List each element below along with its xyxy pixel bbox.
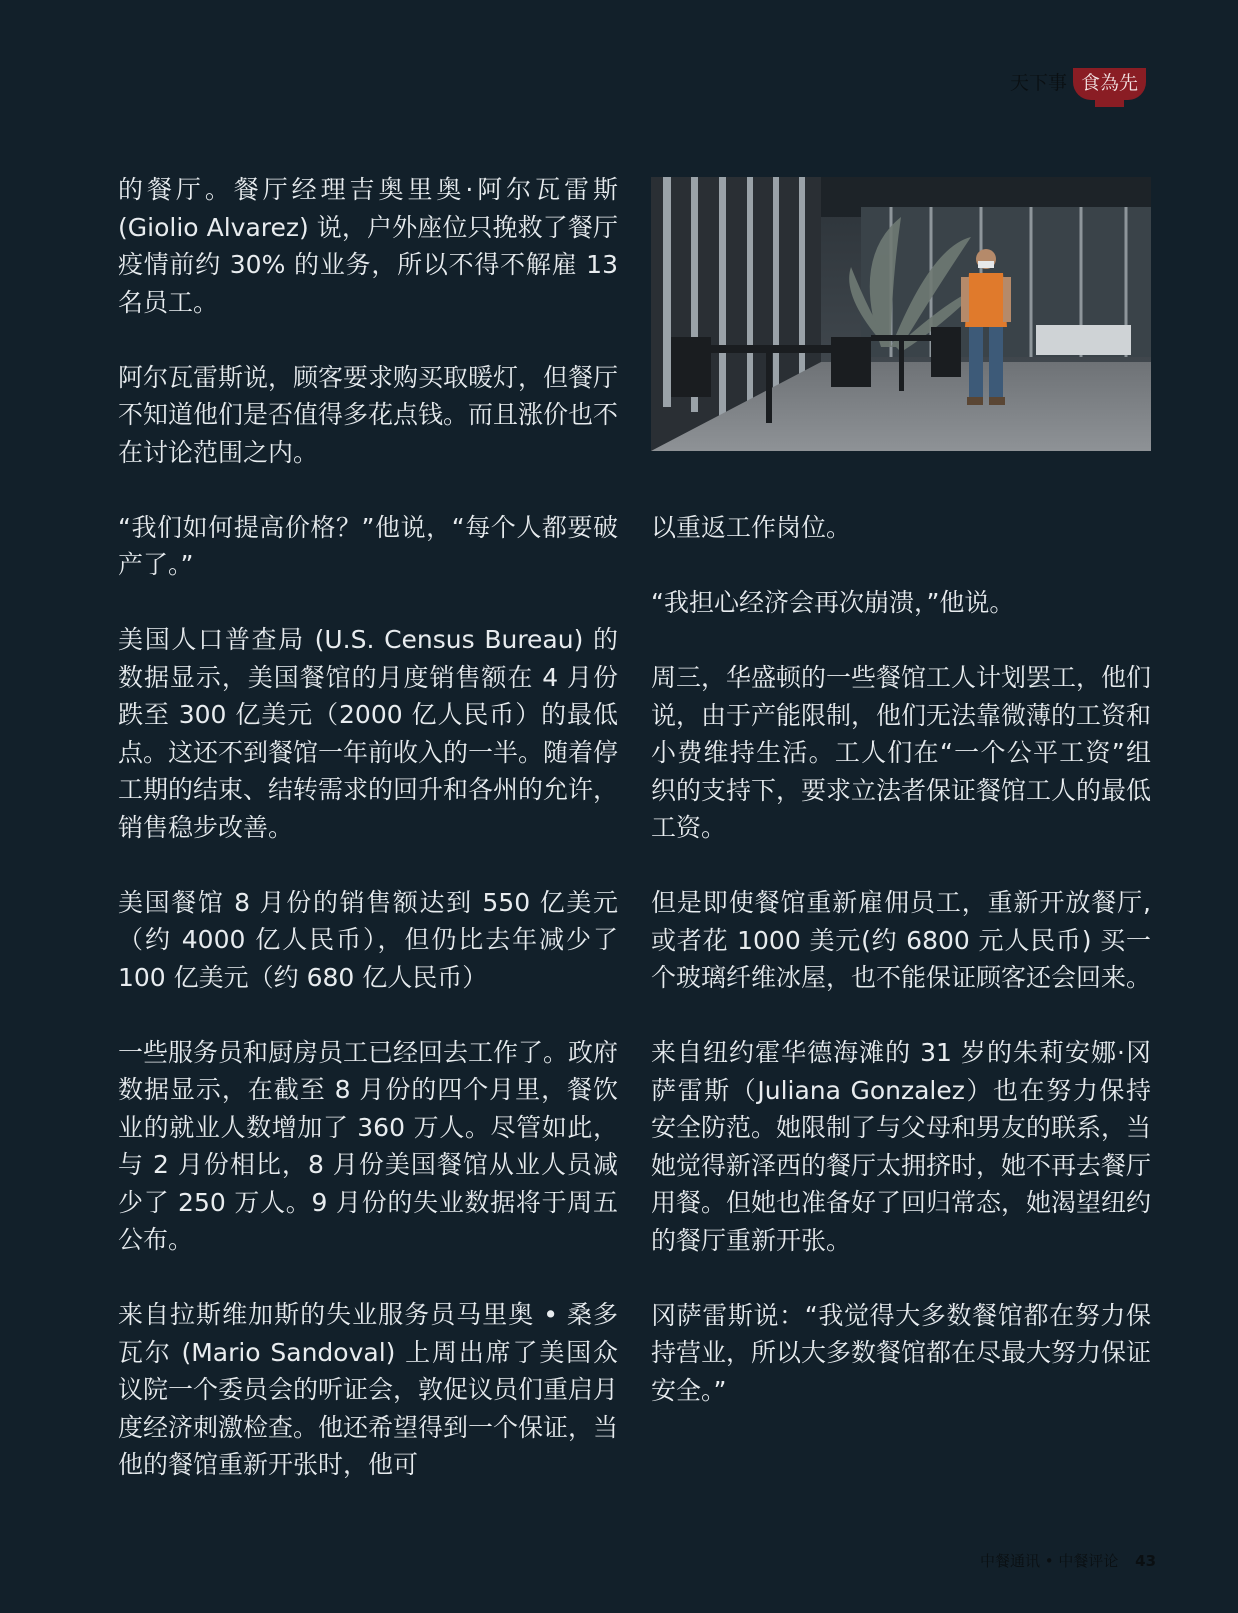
paragraph: 一些服务员和厨房员工已经回去工作了。政府数据显示，在截至 8 月份的四个月里，餐饮业的就业人数增加了 360 万人。尽管如此，与 2 月份相比，8 月份美国餐馆从业人员减少了 250 万人。9 月份的失业数据将于周五公布。 bbox=[118, 1037, 619, 1254]
left-column bbox=[118, 171, 618, 1521]
right-column bbox=[651, 509, 1151, 1447]
paragraph: 阿尔瓦雷斯说，顾客要求购买取暖灯，但餐厅不知道他们是否值得多花点钱。而且涨价也不在讨论范围之内。 bbox=[118, 362, 619, 467]
paragraph: 来自拉斯维加斯的失业服务员马里奥 • 桑多瓦尔 (Mario Sandoval) 上周出席了美国众议院一个委员会的听证会，敦促议员们重启月度经济刺激检查。他还希望得到一个保证，当他的餐馆重新开张时，他可 bbox=[118, 1300, 619, 1479]
paragraph: “我担心经济会再次崩溃，”他说。 bbox=[651, 588, 1015, 617]
paragraph: 以重返工作岗位。 bbox=[651, 513, 852, 542]
section-header bbox=[1010, 68, 1146, 100]
paragraph: 美国餐馆 8 月份的销售额达到 550 亿美元（约 4000 亿人民币），但仍比去年减少了 100 亿美元（约 680 亿人民币） bbox=[118, 887, 618, 992]
paragraph: 来自纽约霍华德海滩的 31 岁的朱莉安娜·冈萨雷斯（Juliana Gonzalez）也在努力保持安全防范。她限制了与父母和男友的联系，当她觉得新泽西的餐厅太拥挤时，她不再去餐厅用餐。但她也准备好了回归常态，她渴望纽约的餐厅重新开张。 bbox=[651, 1038, 1152, 1255]
section-tag-text: 天下事 bbox=[1010, 72, 1068, 94]
publication-name: 中餐通讯 • 中餐评论 bbox=[980, 1552, 1119, 1570]
paragraph: 的餐厅。餐厅经理吉奥里奥·阿尔瓦雷斯(Giolio Alvarez) 说，户外座位只挽救了餐厅疫情前约 30% 的业务，所以不得不解雇 13 名员工。 bbox=[118, 175, 618, 317]
paragraph: 但是即使餐馆重新雇佣员工，重新开放餐厅,或者花 1000 美元(约 6800 元人民币) 买一个玻璃纤维冰屋，也不能保证顾客还会回来。 bbox=[651, 888, 1152, 992]
page-footer bbox=[980, 1550, 1156, 1571]
paragraph: 周三，华盛顿的一些餐馆工人计划罢工，他们说，由于产能限制，他们无法靠微薄的工资和小费维持生活。工人们在“一个公平工资”组织的支持下，要求立法者保证餐馆工人的最低工资。 bbox=[651, 663, 1152, 842]
paragraph: 冈萨雷斯说：“我觉得大多数餐馆都在努力保持营业，所以大多数餐馆都在尽最大努力保证安全。” bbox=[651, 1300, 1152, 1405]
section-tag-badge: 食為先 bbox=[1073, 68, 1146, 100]
paragraph: “我们如何提高价格？”他说，“每个人都要破产了。” bbox=[118, 512, 618, 579]
restaurant-photo bbox=[651, 177, 1151, 451]
paragraph: 美国人口普查局 (U.S. Census Bureau) 的数据显示，美国餐馆的月度销售额在 4 月份跌至 300 亿美元（2000 亿人民币）的最低点。这还不到餐馆一年前收入的一半。随着停工期的结束、结转需求的回升和各州的允许，销售稳步改善。 bbox=[118, 625, 619, 842]
page-number: 43 bbox=[1135, 1552, 1157, 1570]
